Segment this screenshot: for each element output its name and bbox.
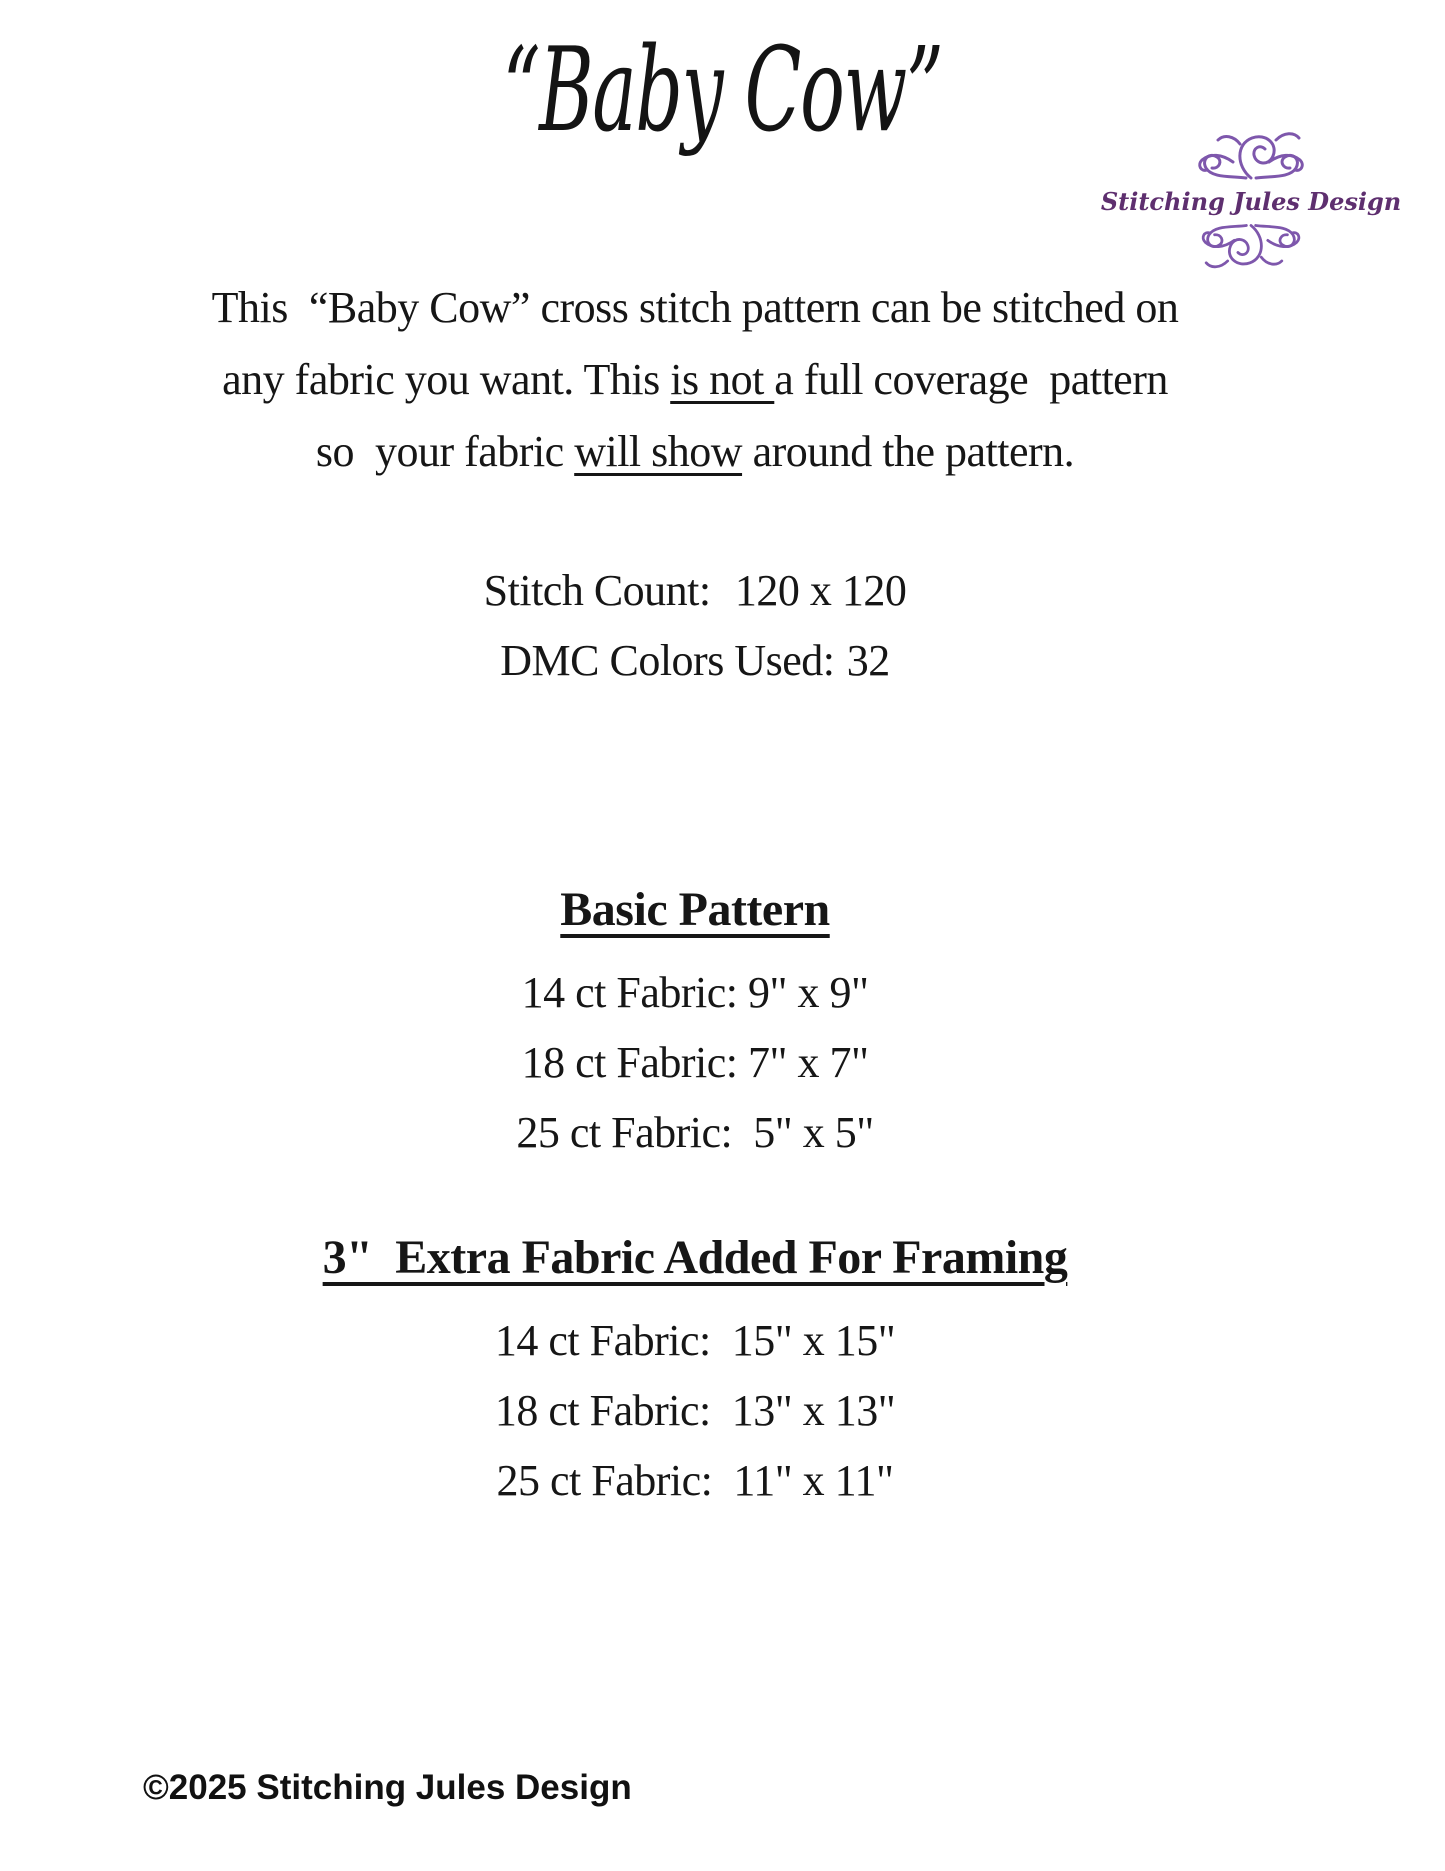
stitch-count-line xyxy=(0,556,1390,626)
intro-line-3-post: around the pattern. xyxy=(742,427,1075,476)
basic-pattern-heading-text: Basic Pattern xyxy=(560,883,830,936)
framing-rows xyxy=(0,1306,1390,1516)
stitch-count-label: Stitch Count: xyxy=(483,566,711,615)
page-title: “Baby Cow” xyxy=(502,23,943,158)
pattern-stats xyxy=(0,556,1390,696)
intro-line-3-pre: so your fabric xyxy=(315,427,575,476)
copyright-text: ©2025 Stitching Jules Design xyxy=(143,1768,632,1807)
fabric-size-row: 14 ct Fabric: 9" x 9" xyxy=(521,968,869,1017)
intro-paragraph xyxy=(0,272,1390,488)
logo-text: Stitching Jules Design xyxy=(1100,187,1402,216)
underline-emphasis-will-show: will show xyxy=(574,427,743,476)
framing-heading xyxy=(0,1220,1390,1296)
fabric-size-row: 18 ct Fabric: 13" x 13" xyxy=(494,1386,896,1435)
brand-logo xyxy=(1100,126,1402,274)
swirl-flourish-bottom-icon xyxy=(1176,218,1326,274)
underline-emphasis-is-not: is not xyxy=(670,355,775,404)
intro-line-2 xyxy=(0,344,1390,416)
fabric-size-row: 18 ct Fabric: 7" x 7" xyxy=(521,1038,869,1087)
framing-heading-text: 3" Extra Fabric Added For Framing xyxy=(322,1231,1068,1284)
basic-pattern-rows xyxy=(0,958,1390,1168)
stitch-count-value: 120 x 120 xyxy=(734,566,907,615)
framing-section xyxy=(0,1220,1390,1516)
intro-line-1 xyxy=(0,272,1390,344)
intro-line-2-post: a full coverage pattern xyxy=(774,355,1168,404)
dmc-colors-label: DMC Colors Used: xyxy=(500,636,835,685)
intro-line-1-text: This “Baby Cow” cross stitch pattern can be stitched on xyxy=(211,283,1179,332)
dmc-colors-value: 32 xyxy=(846,636,890,685)
dmc-colors-line xyxy=(0,626,1390,696)
fabric-size-row: 14 ct Fabric: 15" x 15" xyxy=(494,1316,896,1365)
intro-line-2-pre: any fabric you want. This xyxy=(222,355,671,404)
basic-pattern-heading xyxy=(0,872,1390,948)
fabric-size-row: 25 ct Fabric: 5" x 5" xyxy=(516,1108,874,1157)
swirl-flourish-top-icon xyxy=(1176,126,1326,186)
basic-pattern-section xyxy=(0,872,1390,1168)
fabric-size-row: 25 ct Fabric: 11" x 11" xyxy=(496,1456,894,1505)
intro-line-3 xyxy=(0,416,1390,488)
